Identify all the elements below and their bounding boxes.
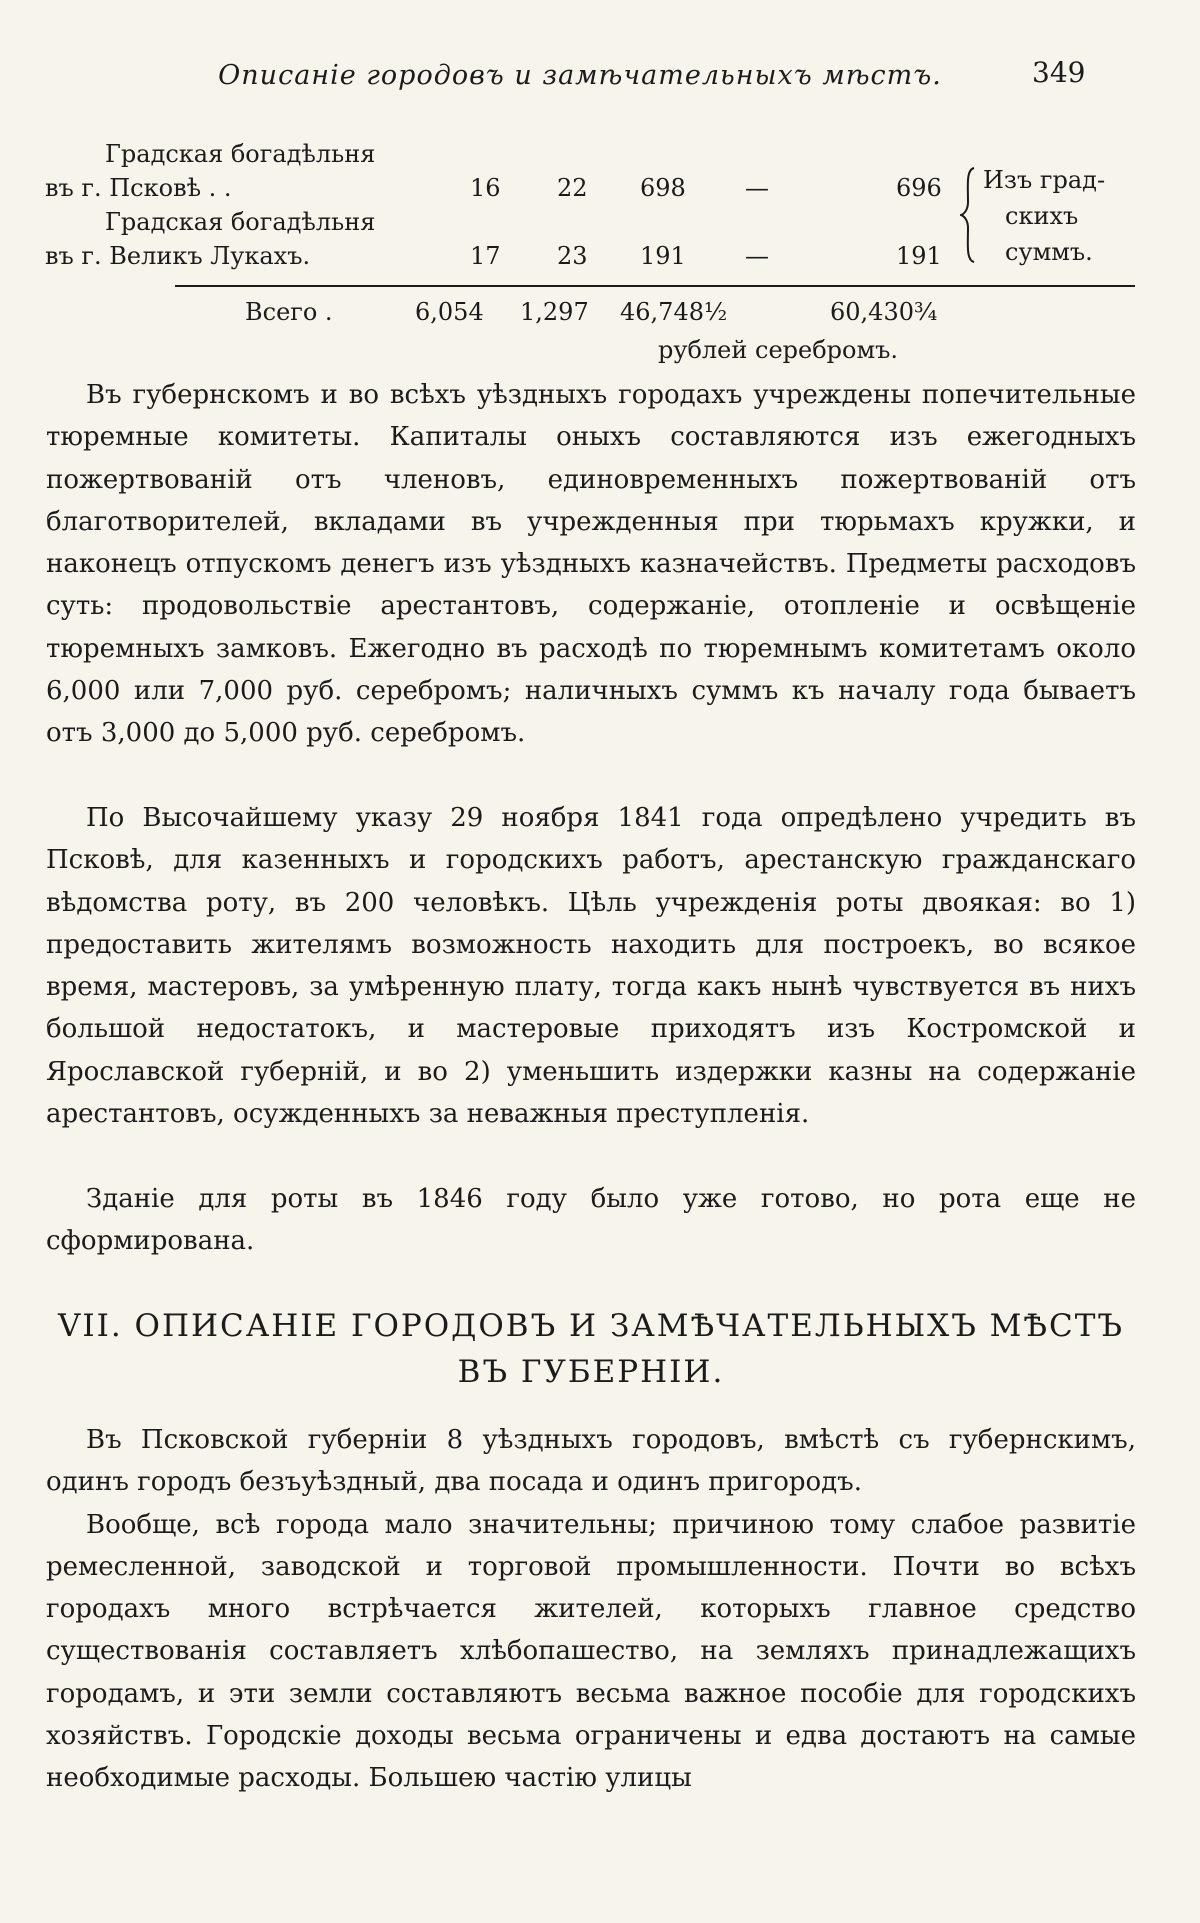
- row2-col5: 191: [896, 242, 942, 270]
- paragraph-text: Вообще, всѣ города мало значительны; причиною тому слабое развитіе ремесленной, заводской и торговой промышленности. Почти во всѣхъ городахъ много встрѣчается жителей, которыхъ главное средство существованія составляетъ хлѣбопашество, на земляхъ принадлежащихъ городамъ, и эти земли составляютъ весьма важное пособіе для городскихъ хозяйствъ. Городскіе доходы весьма ограничены и едва достаютъ на самые необходимые расходы. Большею частію улицы: [46, 1509, 1136, 1794]
- almshouse-table: [0, 130, 1200, 370]
- total-label: Всего .: [245, 298, 333, 326]
- paragraph-text: Зданіе для роты въ 1846 году было уже готово, но рота еще не сформирована.: [46, 1184, 1136, 1257]
- running-title: Описаніе городовъ и замѣчательныхъ мѣстъ.: [218, 60, 942, 91]
- total-col3: 46,748½: [620, 298, 728, 326]
- row1-col3: 698: [640, 174, 686, 202]
- row1-dash: —: [745, 174, 769, 202]
- row1-name-line1: Градская богадѣльня: [105, 140, 376, 168]
- total-col2: 1,297: [520, 298, 589, 326]
- body-paragraph-3: [46, 1178, 1136, 1263]
- note-line3: суммъ.: [1005, 238, 1093, 266]
- body-paragraph-2: [46, 797, 1136, 1135]
- currency-note: рублей серебромъ.: [658, 336, 899, 364]
- total-col1: 6,054: [415, 298, 484, 326]
- page-number: 349: [1032, 56, 1086, 89]
- row2-col1: 17: [470, 242, 501, 270]
- row2-name-line2: въ г. Великъ Лукахъ.: [45, 242, 311, 270]
- body-paragraph-1: [46, 374, 1136, 755]
- total-col5: 60,430¾: [830, 298, 938, 326]
- row1-col5: 696: [896, 174, 942, 202]
- row2-col2: 23: [557, 242, 588, 270]
- body-paragraphs-bottom: [46, 1419, 1136, 1800]
- curly-brace: [960, 166, 976, 264]
- paragraph-text: Въ Псковской губерніи 8 уѣздныхъ городовъ, вмѣстѣ съ губернскимъ, одинъ городъ безъуѣздный, два посада и одинъ пригородъ.: [46, 1425, 1136, 1498]
- paragraph-text: По Высочайшему указу 29 ноября 1841 года опредѣлено учредить въ Псковѣ, для казенныхъ и городскихъ работъ, арестанскую гражданскаго вѣдомства роту, въ 200 человѣкъ. Цѣль учрежденія роты двоякая: во 1) предоставить жителямъ возможность находить для построекъ, во всякое время, мастеровъ, за умѣренную плату, тогда какъ нынѣ чувствуется въ нихъ большой недостатокъ, и мастеровые приходятъ изъ Костромской и Ярославской губерній, и во 2) уменьшить издержки казны на содержаніе арестантовъ, осужденныхъ за неважныя преступленія.: [46, 803, 1136, 1130]
- row2-dash: —: [745, 242, 769, 270]
- row1-name-line2: въ г. Псковѣ . .: [45, 174, 232, 202]
- row1-col1: 16: [470, 174, 501, 202]
- total-rule: [175, 285, 1135, 287]
- row1-col2: 22: [557, 174, 588, 202]
- paragraph-text: Въ губернскомъ и во всѣхъ уѣздныхъ городахъ учреждены попечительные тюремные комитеты. Капиталы оныхъ составляются изъ ежегодныхъ пожертвованій отъ членовъ, единовременныхъ пожертвованій отъ благотворителей, вкладами въ учрежденныя при тюрьмахъ кружки, и наконецъ отпускомъ денегъ изъ уѣздныхъ казначействъ. Предметы расходовъ суть: продовольствіе арестантовъ, содержаніе, отопленіе и освѣщеніе тюремныхъ замковъ. Ежегодно въ расходѣ по тюремнымъ комитетамъ около 6,000 или 7,000 руб. серебромъ; наличныхъ суммъ къ началу года бываетъ отъ 3,000 до 5,000 руб. серебромъ.: [46, 380, 1136, 749]
- note-line2: скихъ: [1005, 202, 1079, 230]
- section-heading: VII. ОПИСАНІЕ ГОРОДОВЪ И ЗАМѢЧАТЕЛЬНЫХЪ МѢСТЪ ВЪ ГУБЕРНІИ.: [57, 1308, 1125, 1390]
- row2-col3: 191: [640, 242, 686, 270]
- note-line1: Изъ град-: [983, 166, 1106, 194]
- row2-name-line1: Градская богадѣльня: [105, 208, 376, 236]
